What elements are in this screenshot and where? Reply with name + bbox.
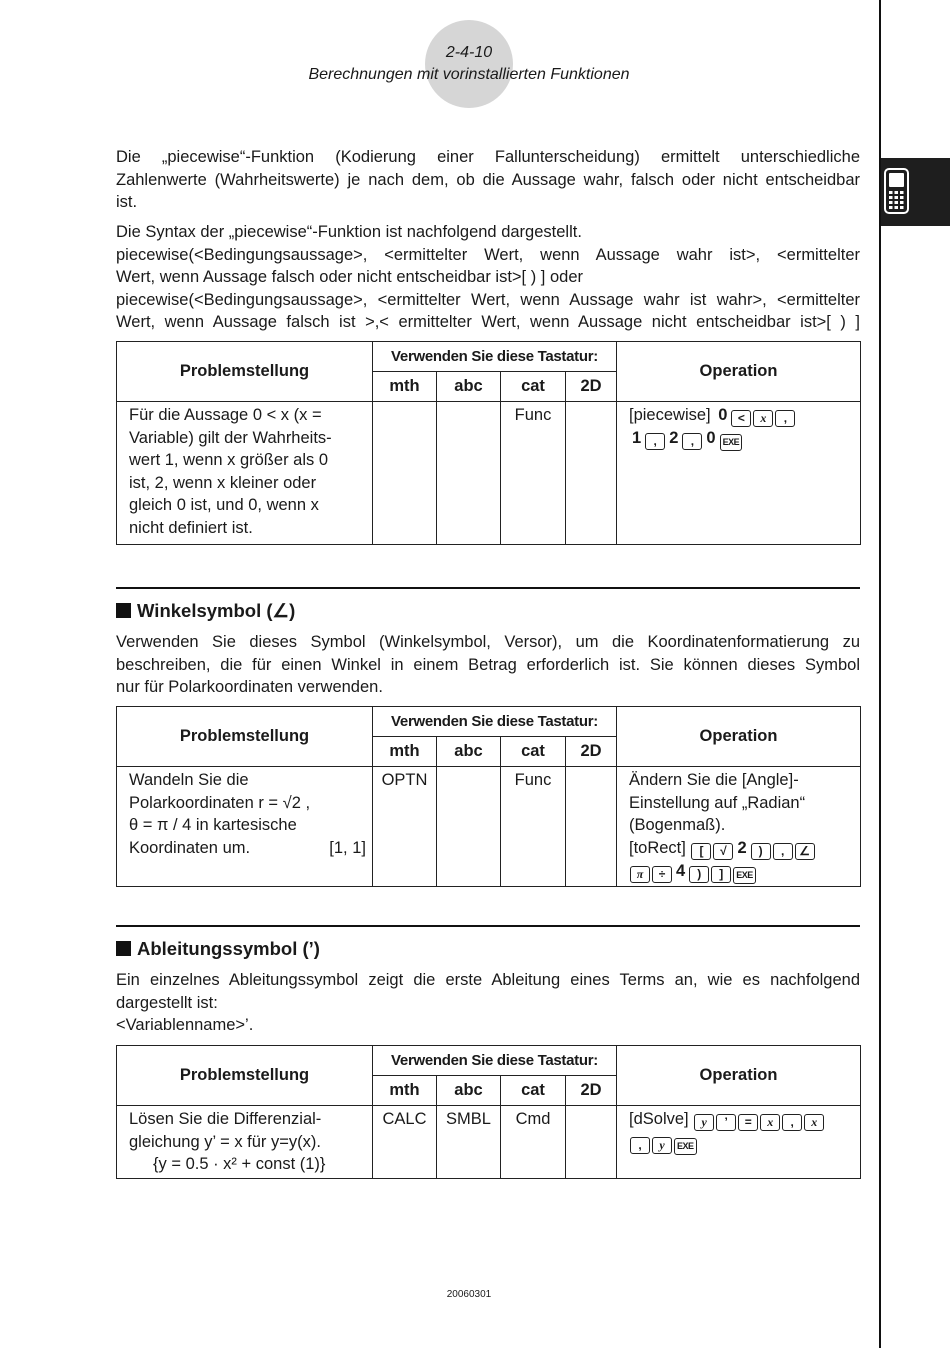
2d-cell [566, 402, 617, 545]
header-abc: abc [437, 737, 501, 767]
2d-cell [566, 1106, 617, 1179]
keypad-key-icon: EXE [733, 867, 756, 884]
page-number: 2-4-10 [445, 44, 493, 61]
section-divider [116, 925, 860, 927]
problem-line: Für die Aussage 0 < x (x = [129, 406, 322, 424]
2d-cell [566, 767, 617, 887]
angle-table [116, 706, 861, 887]
text-line: nur für Polarkoordinaten verwenden. [116, 678, 383, 696]
operation-cell [617, 767, 861, 887]
keypad-key-icon: ∠ [795, 843, 815, 860]
problem-line: Polarkoordinaten r = √2 , [129, 793, 311, 812]
problem-cell [117, 767, 373, 887]
section-title-derivative [116, 938, 320, 960]
keypad-key-icon: = [738, 1114, 758, 1131]
keypad-key-icon: EXE [720, 434, 743, 451]
mth-cell: OPTN [373, 767, 437, 887]
header-keyboard: Verwenden Sie diese Tastatur: [373, 707, 617, 737]
header-problem: Problemstellung [117, 707, 373, 767]
key-sequence [690, 839, 815, 857]
keypad-key-icon: , [645, 433, 665, 450]
piecewise-table [116, 341, 861, 545]
digit-key-2: 2 [737, 838, 747, 857]
operation-line: (Bogenmaß). [629, 816, 726, 834]
operation-line: Ändern Sie die [Angle]- [629, 771, 799, 789]
problem-line: Lösen Sie die Differenzial- [129, 1110, 322, 1128]
digit-key-0: 0 [718, 406, 728, 424]
text-line: piecewise(<Bedingungsaussage>, <ermittelter Wert, wenn Aussage wahr ist wahr>, <ermittelter [116, 290, 860, 309]
keypad-key-icon: y [694, 1114, 714, 1131]
keypad-key-icon: ] [711, 866, 731, 883]
header-cat: cat [501, 372, 566, 402]
header-operation: Operation [617, 1046, 861, 1106]
keypad-key-icon: y [652, 1137, 672, 1154]
keypad-key-icon: ’ [716, 1114, 736, 1131]
digit-key-4: 4 [676, 861, 686, 880]
calculator-icon [884, 168, 909, 214]
header-cat: cat [501, 737, 566, 767]
keypad-key-icon: , [773, 843, 793, 860]
mth-cell: CALC [373, 1106, 437, 1179]
keypad-key-icon: ) [689, 866, 709, 883]
keypad-key-icon: x [753, 410, 773, 427]
problem-line: ist, 2, wenn x kleiner oder [129, 473, 317, 492]
header-abc: abc [437, 1076, 501, 1106]
digit-key-1: 1 [632, 429, 642, 447]
operation-label: [toRect] [629, 838, 686, 857]
cat-cell: Cmd [501, 1106, 566, 1179]
problem-line: {y = 0.5 · x² + const (1)} [153, 1155, 326, 1173]
operation-cell [617, 402, 861, 545]
header-problem: Problemstellung [117, 1046, 373, 1106]
text-line: Wert, wenn Aussage falsch ist >,< ermittelter Wert, wenn Aussage nicht entscheidbar ist>[ ) ] [116, 313, 860, 331]
keypad-key-icon: π [630, 866, 650, 883]
header-cat: cat [501, 1076, 566, 1106]
keypad-key-icon: , [682, 433, 702, 450]
header-keyboard: Verwenden Sie diese Tastatur: [373, 1046, 617, 1076]
footer-code: 20060301 [446, 1289, 492, 1300]
header-2d: 2D [566, 372, 617, 402]
key-sequence [715, 406, 796, 424]
derivative-table [116, 1045, 861, 1179]
intro-paragraph-1 [116, 146, 860, 214]
problem-cell [117, 402, 373, 545]
keypad-key-icon: ÷ [652, 866, 672, 883]
abc-cell: SMBL [437, 1106, 501, 1179]
operation-label: [piecewise] [629, 406, 711, 424]
problem-line: Wandeln Sie die [129, 771, 249, 789]
header-2d: 2D [566, 1076, 617, 1106]
problem-line: Variable) gilt der Wahrheits- [129, 428, 332, 447]
digit-key-0: 0 [706, 429, 716, 447]
header-keyboard: Verwenden Sie diese Tastatur: [373, 342, 617, 372]
problem-line: gleichung y’ = x für y=y(x). [129, 1132, 321, 1151]
problem-line: Koordinaten um. [129, 838, 251, 857]
keypad-key-icon: , [782, 1114, 802, 1131]
header-mth: mth [373, 737, 437, 767]
problem-line: wert 1, wenn x größer als 0 [129, 451, 328, 469]
key-sequence [693, 1110, 825, 1128]
square-bullet-icon [116, 941, 131, 956]
header-problem: Problemstellung [117, 342, 373, 402]
derivative-description [116, 969, 860, 1037]
keypad-key-icon: x [804, 1114, 824, 1131]
square-bullet-icon [116, 603, 131, 618]
section-title-angle [116, 600, 295, 622]
header-operation: Operation [617, 342, 861, 402]
header-mth: mth [373, 1076, 437, 1106]
text-line: Die „piecewise“-Funktion (Kodierung einer Fallunterscheidung) ermittelt unterschiedliche [116, 148, 860, 166]
text-line: Zahlenwerte (Wahrheitswerte) je nach dem, ob die Aussage wahr, falsch oder nicht entscheidbar [116, 170, 860, 189]
mth-cell [373, 402, 437, 545]
text-line: Wert, wenn Aussage falsch oder nicht entscheidbar ist>[ ) ] oder [116, 268, 583, 286]
operation-line: Einstellung auf „Radian“ [629, 793, 806, 812]
keypad-key-icon: x [760, 1114, 780, 1131]
text-line: piecewise(<Bedingungsaussage>, <ermittelter Wert, wenn Aussage wahr ist>, <ermittelter [116, 245, 860, 264]
key-sequence [629, 429, 743, 447]
abc-cell [437, 402, 501, 545]
text-line: Ein einzelnes Ableitungssymbol zeigt die erste Ableitung eines Terms an, wie es nachfolgend [116, 971, 860, 989]
text-line: Die Syntax der „piecewise“-Funktion ist nachfolgend dargestellt. [116, 223, 582, 241]
operation-label: [dSolve] [629, 1110, 689, 1128]
problem-line: gleich 0 ist, und 0, wenn x [129, 496, 319, 514]
text-line: beschreiben, die für einen Winkel in einem Betrag erforderlich ist. Sie können dieses Symbol [116, 655, 860, 674]
intro-paragraph-2 [116, 221, 860, 334]
header-circle [425, 20, 513, 108]
key-sequence [629, 862, 757, 880]
text-line: dargestellt ist: [116, 993, 218, 1012]
header-operation: Operation [617, 707, 861, 767]
keypad-key-icon: , [775, 410, 795, 427]
keypad-key-icon: ) [751, 843, 771, 860]
header-mth: mth [373, 372, 437, 402]
abc-cell [437, 767, 501, 887]
header-abc: abc [437, 372, 501, 402]
angle-description [116, 631, 860, 699]
section-title-text: Ableitungssymbol (’) [137, 938, 320, 959]
problem-line: θ = π / 4 in kartesische [129, 816, 297, 834]
key-sequence [629, 1133, 698, 1151]
text-line: <Variablenname>’. [116, 1016, 254, 1034]
chapter-title: Berechnungen mit vorinstallierten Funktionen [308, 66, 630, 83]
header-2d: 2D [566, 737, 617, 767]
text-line: ist. [116, 193, 138, 211]
cat-cell: Func [501, 767, 566, 887]
problem-line: nicht definiert ist. [129, 518, 253, 537]
answer: [1, 1] [329, 838, 366, 857]
operation-cell [617, 1106, 861, 1179]
section-divider [116, 587, 860, 589]
keypad-key-icon: EXE [674, 1138, 697, 1155]
problem-cell [117, 1106, 373, 1179]
digit-key-2: 2 [669, 429, 679, 447]
keypad-key-icon: , [630, 1137, 650, 1154]
keypad-key-icon: < [731, 410, 751, 427]
section-title-text: Winkelsymbol (∠) [137, 600, 296, 621]
keypad-key-icon: [ [691, 843, 711, 860]
cat-cell: Func [501, 402, 566, 545]
text-line: Verwenden Sie dieses Symbol (Winkelsymbol, Versor), um die Koordinatenformatierung zu [116, 633, 860, 651]
keypad-key-icon: √ [713, 843, 733, 860]
